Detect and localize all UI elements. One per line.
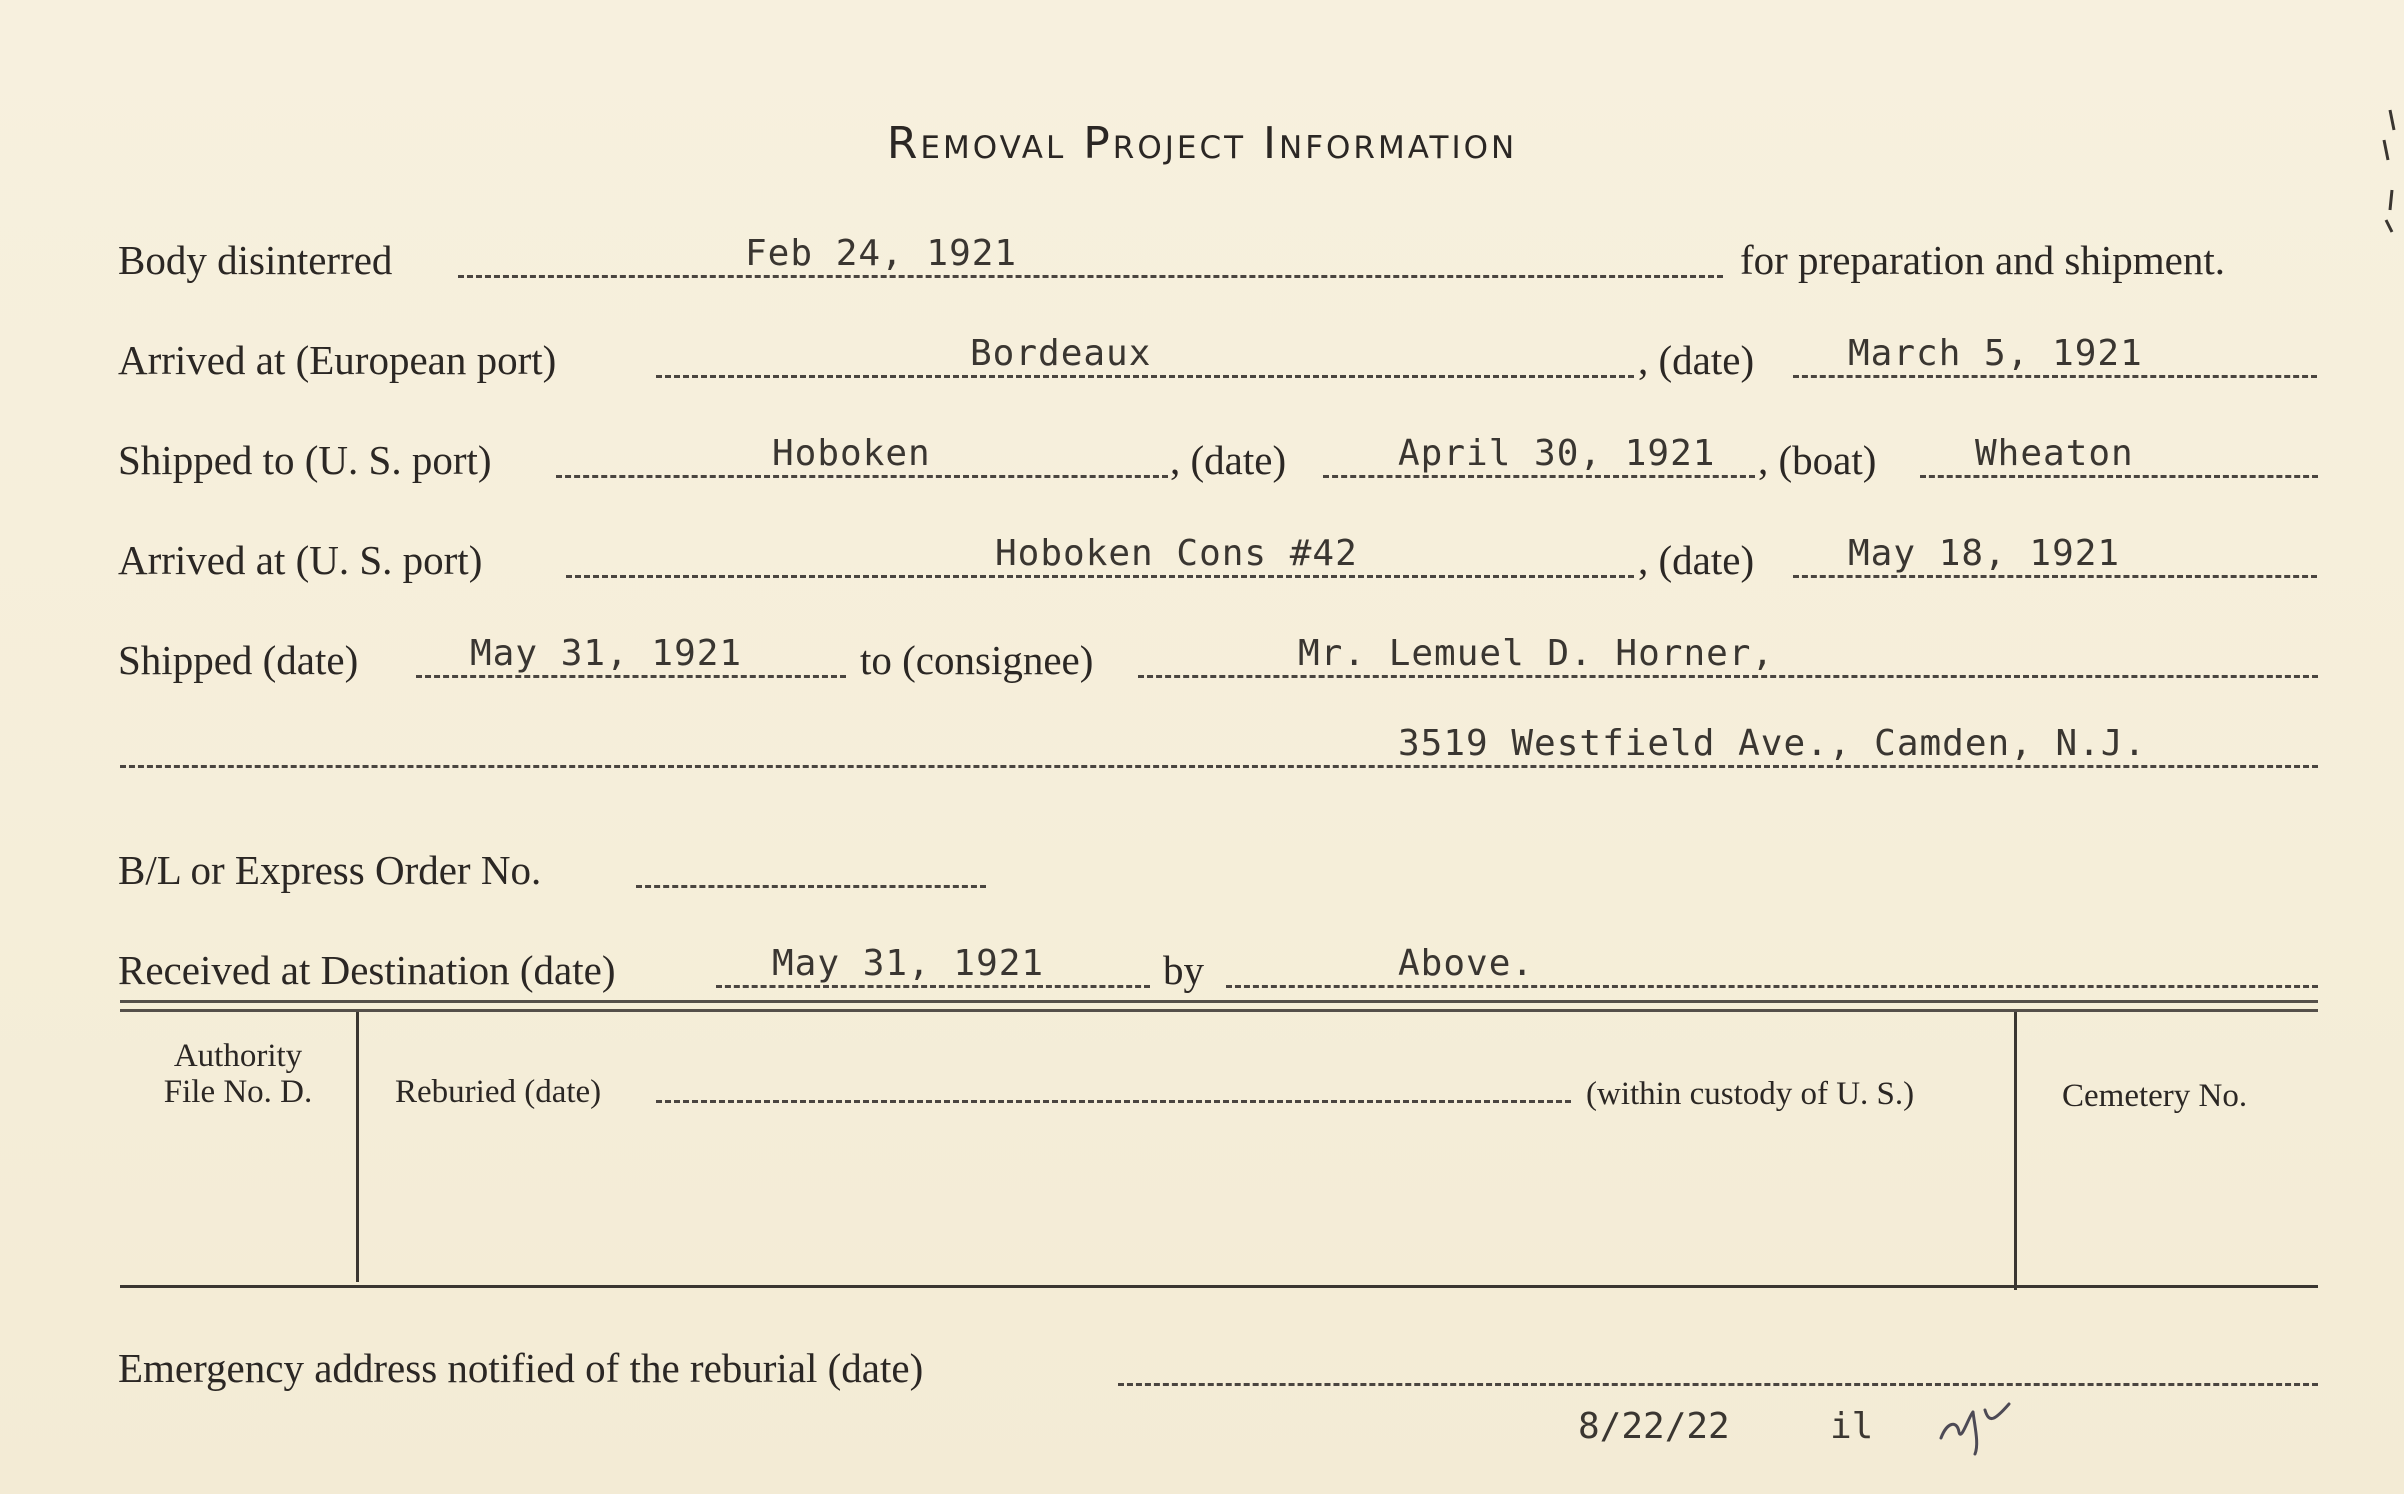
double-rule-top — [120, 1000, 2318, 1003]
arrived-us-line — [566, 575, 1634, 578]
arrived-us-date-label: , (date) — [1638, 537, 1755, 583]
shipped-date-label: Shipped (date) — [118, 637, 359, 683]
shipped-us-line — [556, 475, 1168, 478]
arrived-eu-date-line — [1793, 375, 2317, 378]
shipped-us-label: Shipped to (U. S. port) — [118, 437, 492, 483]
arrived-eu-date-label: , (date) — [1638, 337, 1755, 383]
page-title: Removal Project Information — [886, 118, 1518, 169]
row-arrived-us — [0, 522, 2404, 592]
arrived-eu-value: Bordeaux — [970, 333, 1152, 374]
shipped-us-value: Hoboken — [772, 433, 931, 474]
handwritten-initials-mark — [1935, 1398, 2015, 1458]
body-disinterred-line — [458, 275, 1723, 278]
shipped-us-date-label: , (date) — [1170, 437, 1287, 483]
box-divider-right — [2014, 1012, 2017, 1290]
row-received — [0, 932, 2404, 1002]
arrived-us-value: Hoboken Cons #42 — [995, 533, 1358, 574]
body-disinterred-value: Feb 24, 1921 — [745, 233, 1018, 274]
body-disinterred-label: Body disinterred — [118, 237, 393, 283]
box-divider-left — [356, 1012, 359, 1282]
shipped-date-value: May 31, 1921 — [470, 633, 743, 674]
arrived-eu-date-value: March 5, 1921 — [1848, 333, 2143, 374]
consignee-value: Mr. Lemuel D. Horner, — [1298, 633, 1775, 674]
shipped-us-date-line — [1323, 475, 1755, 478]
reburied-label: Reburied (date) — [395, 1074, 602, 1110]
received-by-value: Above. — [1398, 943, 1535, 984]
received-line — [716, 985, 1150, 988]
arrived-us-date-value: May 18, 1921 — [1848, 533, 2121, 574]
bl-order-line — [636, 885, 986, 888]
cemetery-label: Cemetery No. — [2062, 1078, 2248, 1114]
reburied-line — [656, 1100, 1571, 1103]
shipped-date-line — [416, 675, 846, 678]
arrived-us-label: Arrived at (U. S. port) — [118, 537, 483, 583]
box-bottom-rule — [120, 1285, 2318, 1288]
row-arrived-european — [0, 322, 2404, 392]
footer-initials: il — [1830, 1406, 1874, 1447]
received-by-label: by — [1163, 947, 1204, 993]
consignee-label: to (consignee) — [860, 637, 1094, 683]
shipped-us-boat-value: Wheaton — [1975, 433, 2134, 474]
row-emergency — [0, 1330, 2404, 1400]
address-value: 3519 Westfield Ave., Camden, N.J. — [1398, 723, 2147, 764]
arrived-us-date-line — [1793, 575, 2317, 578]
row-bl-order — [0, 832, 2404, 902]
authority-file-label — [120, 1038, 356, 1110]
row-body-disinterred — [0, 222, 2404, 292]
arrived-eu-label: Arrived at (European port) — [118, 337, 557, 383]
emergency-line — [1118, 1383, 2318, 1386]
received-label: Received at Destination (date) — [118, 947, 616, 993]
custody-label: (within custody of U. S.) — [1586, 1076, 1915, 1112]
authority-line1: Authority — [173, 1038, 303, 1074]
shipped-us-boat-label: , (boat) — [1758, 437, 1877, 483]
edge-marks — [2370, 100, 2404, 240]
received-value: May 31, 1921 — [772, 943, 1045, 984]
row-shipped-us — [0, 422, 2404, 492]
consignee-line — [1138, 675, 2318, 678]
double-rule-bottom — [120, 1009, 2318, 1012]
shipped-us-date-value: April 30, 1921 — [1398, 433, 1716, 474]
shipped-us-boat-line — [1920, 475, 2318, 478]
received-by-line — [1226, 985, 2318, 988]
authority-line2: File No. D. — [163, 1074, 313, 1110]
row-shipped-date — [0, 622, 2404, 692]
arrived-eu-line — [656, 375, 1634, 378]
emergency-label: Emergency address notified of the reburial (date) — [118, 1345, 924, 1391]
address-line — [120, 765, 2318, 768]
row-address — [0, 712, 2404, 782]
body-disinterred-suffix: for preparation and shipment. — [1740, 237, 2226, 283]
footer-date-code: 8/22/22 — [1578, 1406, 1730, 1447]
bl-order-label: B/L or Express Order No. — [118, 847, 542, 893]
